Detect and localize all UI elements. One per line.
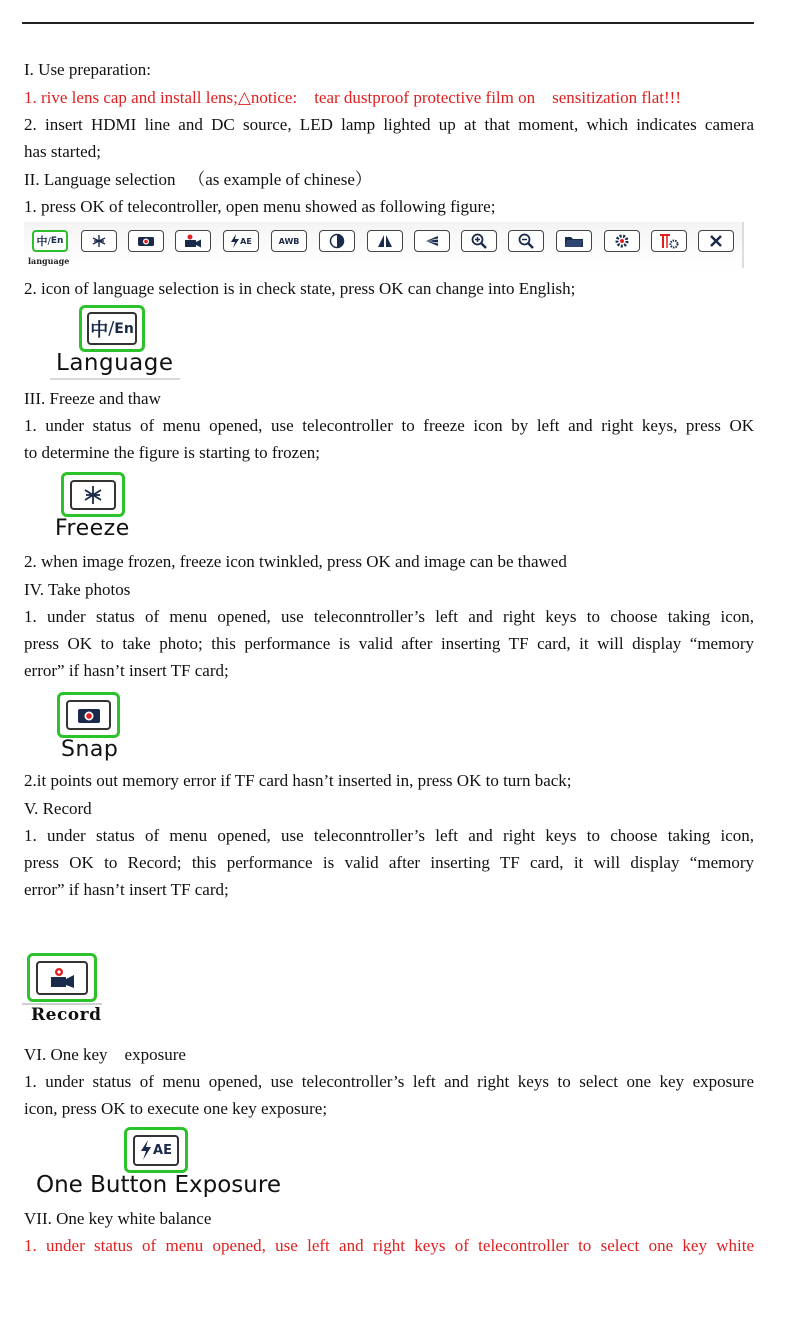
- snap-icon[interactable]: [128, 230, 164, 252]
- section-2-item-2: 2. icon of language selection is in check state, press OK can change into English;: [24, 279, 576, 298]
- section-2-item-1: 1. press OK of telecontroller, open menu showed as following figure;: [24, 197, 496, 216]
- record-large-icon: [27, 953, 97, 1002]
- top-rule: [22, 22, 754, 24]
- section-7-heading: VII. One key white balance: [24, 1209, 212, 1228]
- record-icon[interactable]: [175, 230, 211, 252]
- section-5-heading: V. Record: [24, 799, 92, 818]
- section-3-item-1: 1. under status of menu opened, use telecontroller to freeze icon by left and right keys, press OK: [24, 416, 754, 435]
- record-caption: Record: [31, 1005, 102, 1025]
- ruler-settings-icon[interactable]: [651, 230, 687, 252]
- awb-text: AWB: [278, 236, 300, 246]
- settings-icon[interactable]: [604, 230, 640, 252]
- contrast-icon[interactable]: [319, 230, 355, 252]
- section-4-heading: IV. Take photos: [24, 580, 131, 599]
- awb-icon[interactable]: [271, 230, 307, 252]
- language-en-text: En: [114, 320, 134, 337]
- section-3-item-2: 2. when image frozen, freeze icon twinkled, press OK and image can be thawed: [24, 552, 567, 571]
- language-caption: Language: [56, 350, 174, 376]
- section-4-item-1-cont: press OK to take photo; this performance is valid after inserting TF card, it will display “memory: [24, 634, 754, 653]
- section-3-item-1-cont: to determine the figure is starting to frozen;: [24, 443, 320, 462]
- mirror-icon[interactable]: [367, 230, 403, 252]
- snap-caption: Snap: [61, 737, 119, 762]
- section-4-item-1-cont2: error” if hasn’t insert TF card;: [24, 661, 229, 680]
- freeze-icon[interactable]: [81, 230, 117, 252]
- language-caption-rule: [50, 378, 180, 380]
- section-6-item-1-cont: icon, press OK to execute one key exposure;: [24, 1099, 328, 1118]
- freeze-large-icon: [61, 472, 125, 517]
- section-5-item-1-cont2: error” if hasn’t insert TF card;: [24, 880, 229, 899]
- section-6-item-1: 1. under status of menu opened, use telecontroller’s left and right keys to select one key exposure: [24, 1072, 754, 1091]
- close-icon[interactable]: [698, 230, 734, 252]
- section-1-item-2-cont: has started;: [24, 142, 101, 161]
- snap-large-icon: [57, 692, 120, 738]
- section-7-item-1: 1. under status of menu opened, use left and right keys of telecontroller to select one key white: [24, 1236, 754, 1255]
- section-5-item-1: 1. under status of menu opened, use teleconntroller’s left and right keys to choose taking icon,: [24, 826, 754, 845]
- toolbar-caption: language: [28, 256, 70, 266]
- section-1-heading: I. Use preparation:: [24, 60, 151, 79]
- section-3-heading: III. Freeze and thaw: [24, 389, 161, 408]
- section-1-item-1: 1. rive lens cap and install lens;△notice: tear dustproof protective film on sensitization flat!!!: [24, 88, 681, 107]
- exposure-ae-text: AE: [153, 1142, 172, 1158]
- folder-icon[interactable]: [556, 230, 592, 252]
- language-cn-text: 中: [90, 319, 109, 341]
- ae-text: AE: [240, 236, 252, 246]
- lang-en-text: En: [50, 236, 64, 246]
- exposure-icon[interactable]: [223, 230, 259, 252]
- section-1-item-2: 2. insert HDMI line and DC source, LED lamp lighted up at that moment, which indicates camera: [24, 115, 754, 134]
- section-5-item-1-cont: press OK to Record; this performance is valid after inserting TF card, it will display “memory: [24, 853, 754, 872]
- language-large-icon: 中 / En: [79, 305, 145, 352]
- zoom-in-icon[interactable]: [461, 230, 497, 252]
- section-6-heading: VI. One key exposure: [24, 1045, 186, 1064]
- exposure-large-icon: [124, 1127, 188, 1173]
- lang-cn-text: 中: [36, 235, 48, 248]
- brightness-icon[interactable]: [414, 230, 450, 252]
- exposure-caption: One Button Exposure: [36, 1172, 281, 1198]
- section-2-heading: II. Language selection （as example of chinese）: [24, 170, 372, 189]
- freeze-caption: Freeze: [55, 516, 130, 541]
- menu-toolbar: [24, 222, 744, 268]
- language-icon[interactable]: 中 / En: [32, 230, 68, 252]
- zoom-out-icon[interactable]: [508, 230, 544, 252]
- section-4-item-2: 2.it points out memory error if TF card hasn’t inserted in, press OK to turn back;: [24, 771, 572, 790]
- section-4-item-1: 1. under status of menu opened, use teleconntroller’s left and right keys to choose taking icon,: [24, 607, 754, 626]
